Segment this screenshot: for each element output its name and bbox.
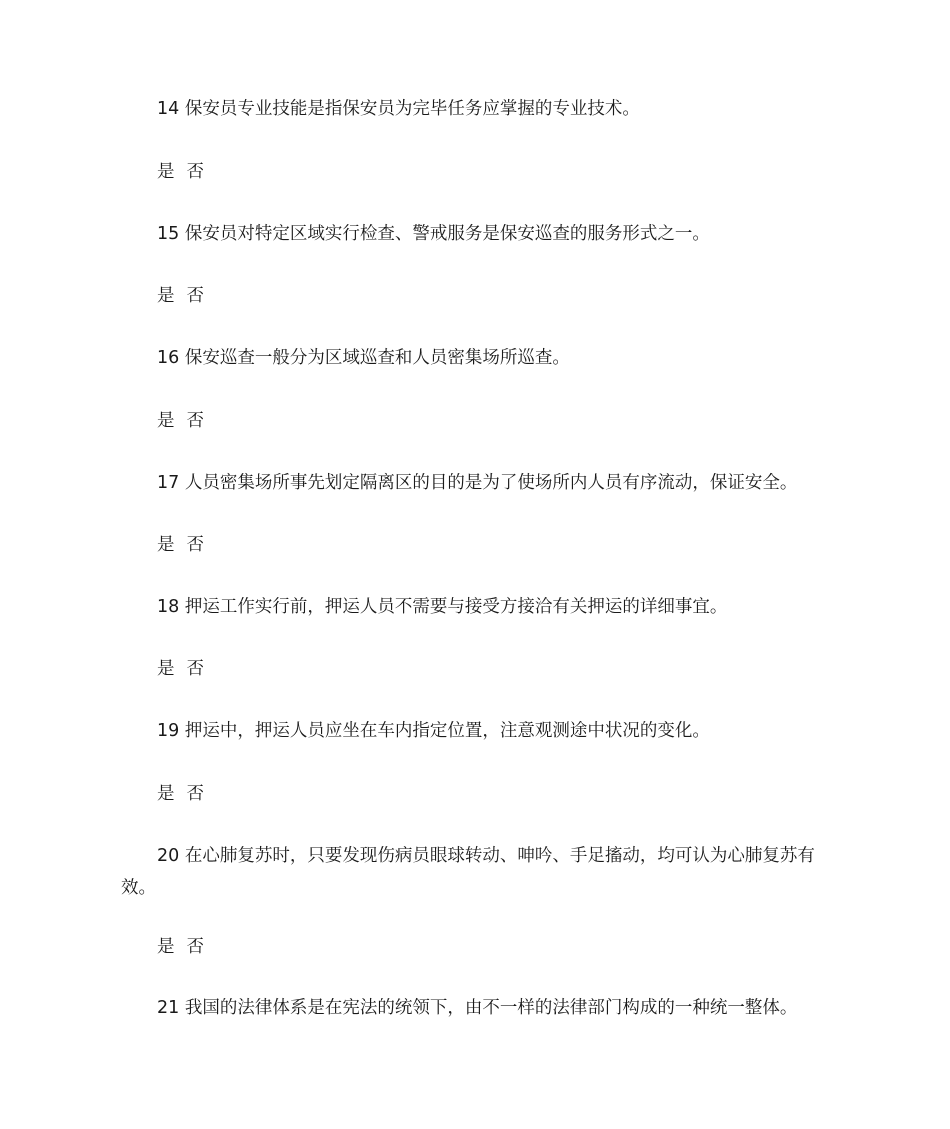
option-no: 否 bbox=[186, 659, 204, 679]
question-15-options bbox=[157, 284, 204, 308]
option-yes: 是 bbox=[157, 784, 175, 804]
question-17-text: 17 人员密集场所事先划定隔离区的目的是为了使场所内人员有序流动，保证安全。 bbox=[157, 473, 798, 493]
option-no: 否 bbox=[186, 411, 204, 431]
option-no: 否 bbox=[186, 784, 204, 804]
option-yes: 是 bbox=[157, 162, 175, 182]
option-yes: 是 bbox=[157, 937, 175, 957]
option-yes: 是 bbox=[157, 286, 175, 306]
option-no: 否 bbox=[186, 162, 204, 182]
question-14-options bbox=[157, 160, 204, 184]
option-no: 否 bbox=[186, 937, 204, 957]
option-no: 否 bbox=[186, 535, 204, 555]
question-19-options bbox=[157, 782, 204, 806]
option-no: 否 bbox=[186, 286, 204, 306]
question-20-text: 20 在心肺复苏时，只要发现伤病员眼球转动、呻吟、手足搐动，均可认为心肺复苏有效。 bbox=[121, 846, 815, 898]
option-yes: 是 bbox=[157, 659, 175, 679]
question-19-text: 19 押运中，押运人员应坐在车内指定位置，注意观测途中状况的变化。 bbox=[157, 721, 710, 741]
option-yes: 是 bbox=[157, 411, 175, 431]
question-20-options bbox=[157, 935, 204, 959]
option-yes: 是 bbox=[157, 535, 175, 555]
question-16-options bbox=[157, 409, 204, 433]
question-14-text: 14 保安员专业技能是指保安员为完毕任务应掌握的专业技术。 bbox=[157, 99, 640, 119]
question-15-text: 15 保安员对特定区域实行检查、警戒服务是保安巡查的服务形式之一。 bbox=[157, 224, 710, 244]
question-17-options bbox=[157, 533, 204, 557]
question-16-text: 16 保安巡查一般分为区域巡查和人员密集场所巡查。 bbox=[157, 348, 570, 368]
question-18-text: 18 押运工作实行前，押运人员不需要与接受方接洽有关押运的详细事宜。 bbox=[157, 597, 728, 617]
question-18-options bbox=[157, 657, 204, 681]
question-21-text: 21 我国的法律体系是在宪法的统领下，由不一样的法律部门构成的一种统一整体。 bbox=[157, 998, 798, 1018]
